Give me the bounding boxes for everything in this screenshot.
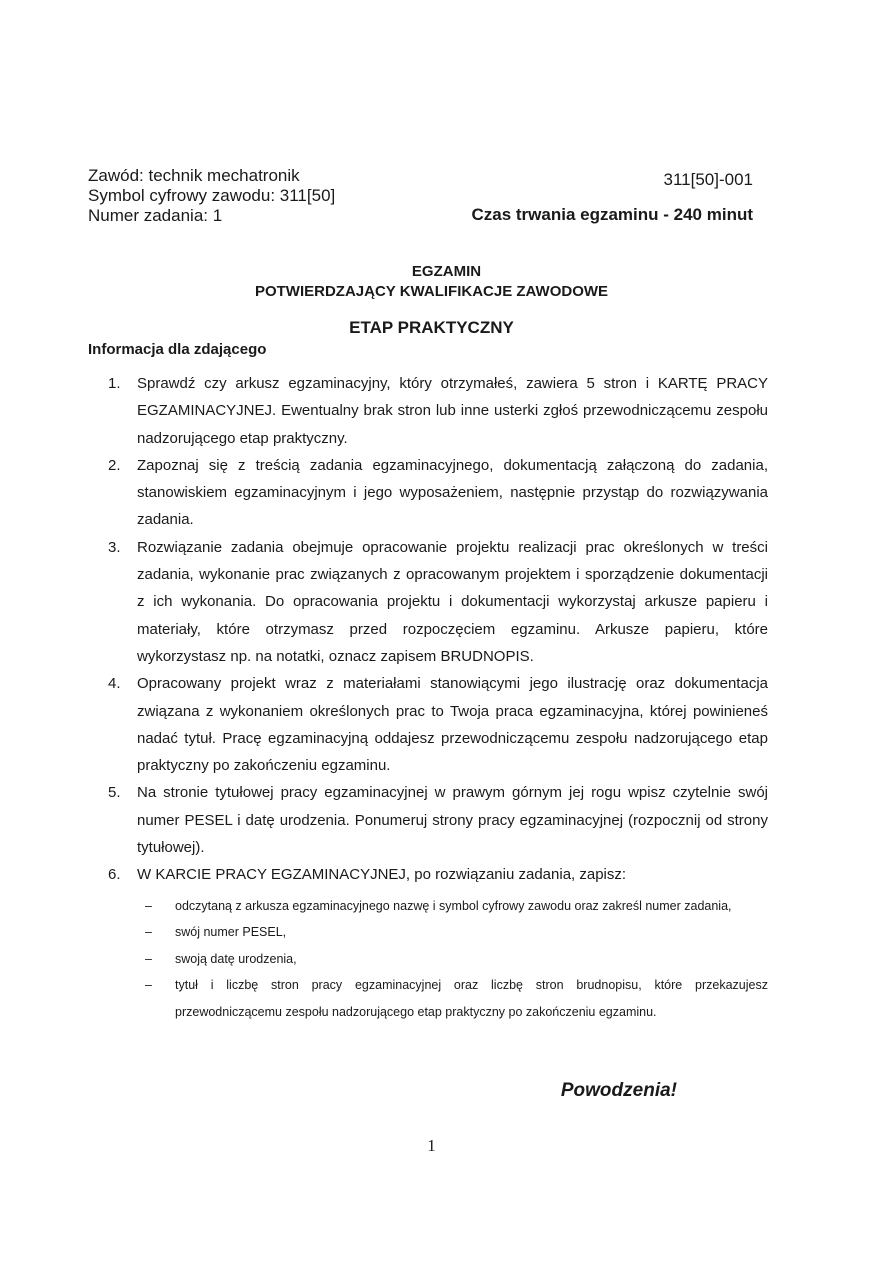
instruction-item [108, 534, 768, 670]
page-number: 1 [427, 1136, 436, 1155]
instruction-number: 2. [108, 456, 121, 474]
instruction-number: 5. [108, 784, 121, 802]
dash-bullet: – [145, 978, 152, 993]
instruction-number: 6. [108, 866, 121, 884]
instruction-list [108, 370, 768, 1025]
closing-text: Powodzenia! [560, 1080, 677, 1101]
symbol-line: Symbol cyfrowy zawodu: 311[50] [88, 186, 336, 205]
sub-item [137, 972, 768, 1025]
instruction-number: 3. [108, 538, 121, 556]
instruction-number: 1. [108, 375, 121, 392]
header-info [88, 166, 335, 226]
info-heading: Informacja dla zdającego [88, 341, 267, 358]
sub-item [137, 946, 768, 973]
sub-item [137, 893, 768, 920]
title-exam: EGZAMIN [411, 263, 482, 280]
instruction-item [108, 779, 768, 861]
instruction-item [108, 452, 768, 534]
instruction-item [108, 861, 768, 1025]
sub-item-text: odczytaną z arkusza egzaminacyjnego nazwę i symbol cyfrowy zawodu oraz zakreśl numer zadania, [175, 898, 732, 913]
instruction-text: Sprawdź czy arkusz egzaminacyjny, który otrzymałeś, zawiera 5 stron i KARTĘ PRACY EGZAMINACYJNEJ. Ewentualny brak stron lub inne usterki zgłoś przewodniczącemu zespołu nadzorującego etap praktyczny. [137, 375, 768, 447]
exam-code: 311[50]-001 [663, 170, 753, 189]
instruction-text: Zapoznaj się z treścią zadania egzaminacyjnego, dokumentacją załączoną do zadania, stanowiskiem egzaminacyjnym i jego wyposażeniem, następnie przystąp do rozwiązywania zadania. [137, 456, 768, 529]
sub-item-text: swój numer PESEL, [175, 925, 287, 940]
instruction-text: Na stronie tytułowej pracy egzaminacyjnej w prawym górnym jej rogu wpisz czytelnie swój numer PESEL i datę urodzenia. Ponumeruj strony pracy egzaminacyjnej (rozpocznij od strony tytułowej). [137, 784, 768, 857]
dash-bullet: – [145, 925, 152, 940]
instruction-text: Opracowany projekt wraz z materiałami stanowiącymi jego ilustrację oraz dokumentacja związana z wykonaniem określonych prac to Twoja praca egzaminacyjna, której powinieneś nadać tytuł. Pracę egzaminacyjną oddajesz przewodniczącemu zespołu nadzorującego etap praktyczny po zakończeniu egzaminu. [137, 675, 768, 775]
instruction-number: 4. [108, 675, 121, 693]
instruction-text: Rozwiązanie zadania obejmuje opracowanie projektu realizacji prac określonych w treści zadania, wykonanie prac związanych z opracowanym projektem i sporządzenie dokumentacji z ich wykonania. Do opracowania projektu i dokumentacji wykorzystaj arkusze papieru i materiały, które otrzymasz przed rozpoczęciem egzaminu. Arkusze papieru, które wykorzystasz np. na notatki, oznacz zapisem BRUDNOPIS. [137, 538, 768, 665]
instruction-item [108, 370, 768, 452]
task-number-line: Numer zadania: 1 [88, 206, 223, 225]
dash-bullet: – [145, 951, 152, 966]
sub-item-text: swoją datę urodzenia, [175, 951, 297, 966]
instruction-item [108, 670, 768, 779]
exam-duration: Czas trwania egzaminu - 240 minut [471, 205, 753, 224]
sub-list [137, 893, 768, 1026]
profession-line: Zawód: technik mechatronik [88, 166, 300, 185]
sub-item-text: tytuł i liczbę stron pracy egzaminacyjnej oraz liczbę stron brudnopisu, które przekazujesz przewodniczącemu zespołu nadzorującego etap praktyczny po zakończeniu egzaminu. [175, 978, 768, 1019]
title-qualification: POTWIERDZAJĄCY KWALIFIKACJE ZAWODOWE [254, 283, 609, 300]
title-stage: ETAP PRAKTYCZNY [349, 318, 514, 337]
sub-item [137, 919, 768, 946]
instruction-text: W KARCIE PRACY EGZAMINACYJNEJ, po rozwiązaniu zadania, zapisz: [137, 866, 627, 884]
dash-bullet: – [145, 898, 152, 913]
